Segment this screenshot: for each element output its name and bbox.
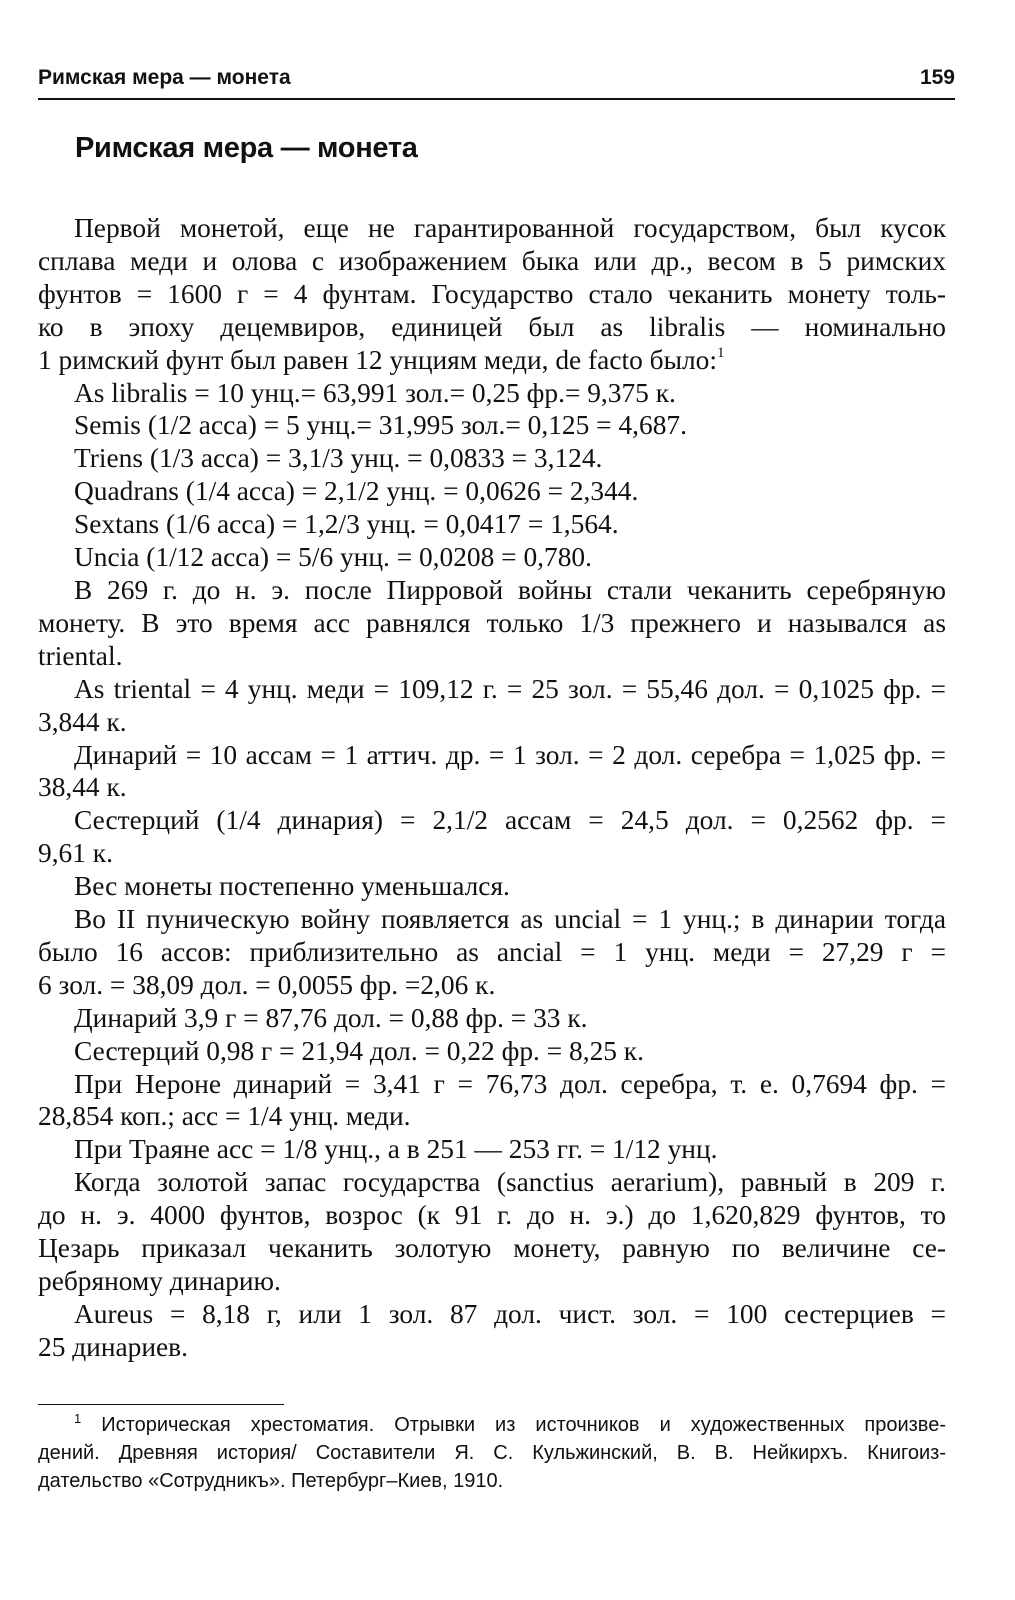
- footnote-mark: 1: [74, 1411, 82, 1426]
- paragraph-intro: [38, 212, 946, 245]
- text-line-row: 28,854 коп.; асс = 1/4 унц. меди.: [38, 1101, 411, 1132]
- equation-line: Sextans (1/6 асса) = 1,2/3 унц. = 0,0417 = 1,564.: [74, 509, 619, 540]
- text-line-row: As triental = 4 унц. меди = 109,12 г. = 25 зол. = 55,46 дол. = 0,1025 фр. =: [74, 673, 946, 704]
- text-line-row: Вес монеты постепенно уменьшался.: [74, 871, 510, 902]
- body-text: [38, 212, 946, 1364]
- text-line-row: Сестерций (1/4 динария) = 2,1/2 ассам = 24,5 дол. = 0,2562 фр. =: [74, 805, 946, 836]
- equation-line: Semis (1/2 асса) = 5 унц.= 31,995 зол.= 0,125 = 4,687.: [74, 410, 687, 441]
- text-line-row: Когда золотой запас государства (sanctius aerarium), равный в 209 г.: [74, 1167, 946, 1198]
- text-line-row: [38, 278, 946, 311]
- text-line-row: При Траяне асс = 1/8 унц., а в 251 — 253 гг. = 1/12 унц.: [74, 1134, 718, 1165]
- text-line-row: Цезарь приказал чеканить золотую монету, равную по величине се-: [38, 1233, 946, 1264]
- text-line: Первой монетой, еще не гарантированной государством, был кусок: [74, 213, 946, 243]
- running-head-title: Римская мера — монета: [38, 66, 291, 89]
- equation-line: Uncia (1/12 асса) = 5/6 унц. = 0,0208 = 0,780.: [74, 542, 592, 573]
- text-line-row: 9,61 к.: [38, 838, 113, 869]
- text-line-row: [38, 245, 946, 278]
- text-line-row: 3,844 к.: [38, 706, 127, 737]
- footnote: [38, 1411, 946, 1495]
- text-line-row: Во II пуническую войну появляется as uncial = 1 унц.; в динарии тогда: [74, 904, 946, 935]
- text-line: ко в эпоху децемвиров, единицей был as libralis — номинально: [38, 311, 946, 342]
- page-number: 159: [919, 66, 955, 89]
- text-line-row: было 16 ассов: приблизительно as ancial = 1 унц. меди = 27,29 г =: [38, 936, 946, 967]
- equation-line: Triens (1/3 асса) = 3,1/3 унц. = 0,0833 = 3,124.: [74, 443, 603, 474]
- text-line-row: В 269 г. до н. э. после Пирровой войны стали чеканить серебряную: [74, 574, 946, 605]
- text-line-row: Динарий 3,9 г = 87,76 дол. = 0,88 фр. = 33 к.: [74, 1002, 588, 1033]
- text-line-row: Aureus = 8,18 г, или 1 зол. 87 дол. чист. зол. = 100 сестерциев =: [74, 1298, 946, 1329]
- text-line: 1 римский фунт был равен 12 унциям меди, de facto было:: [38, 344, 717, 375]
- footnote-line: дений. Древняя история/ Составители Я. С. Кульжинский, В. В. Нейкирхъ. Книгоиз-: [38, 1442, 946, 1464]
- equation-line: Quadrans (1/4 асса) = 2,1/2 унц. = 0,0626 = 2,344.: [74, 476, 639, 507]
- running-head: [38, 62, 955, 100]
- text-line-row: triental.: [38, 640, 123, 671]
- text-line-row: При Нероне динарий = 3,41 г = 76,73 дол. серебра, т. е. 0,7694 фр. =: [74, 1068, 946, 1099]
- footnote-line: [38, 1411, 946, 1439]
- footnote-text: Историческая хрестоматия. Отрывки из источников и художественных произве-: [101, 1414, 946, 1436]
- text-line: фунтов = 1600 г = 4 фунтам. Государство стало чеканить монету толь-: [38, 278, 946, 309]
- text-line-row: 6 зол. = 38,09 дол. = 0,0055 фр. =2,06 к.: [38, 969, 496, 1000]
- footnote-divider: [38, 1404, 284, 1405]
- text-line-row: [38, 344, 946, 377]
- text-line-row: монету. В это время асс равнялся только 1/3 прежнего и назывался as: [38, 607, 946, 638]
- section-heading: Римская мера — монета: [75, 132, 418, 164]
- footnote-line: дательство «Сотрудникъ». Петербург–Киев, 1910.: [38, 1470, 504, 1492]
- footnote-reference: 1: [716, 344, 725, 361]
- text-line-row: 38,44 к.: [38, 772, 127, 803]
- text-line-row: до н. э. 4000 фунтов, возрос (к 91 г. до н. э.) до 1,620,829 фунтов, то: [38, 1200, 946, 1231]
- text-line-row: ребряному динарию.: [38, 1266, 281, 1296]
- text-line: сплава меди и олова с изображением быка или др., весом в 5 римских: [38, 245, 946, 276]
- text-line-row: 25 динариев.: [38, 1331, 188, 1362]
- text-line-row: Сестерций 0,98 г = 21,94 дол. = 0,22 фр. = 8,25 к.: [74, 1035, 644, 1066]
- text-line-row: [38, 311, 946, 344]
- text-line-row: Динарий = 10 ассам = 1 аттич. др. = 1 зол. = 2 дол. серебра = 1,025 фр. =: [74, 739, 946, 770]
- equation-line: As libralis = 10 унц.= 63,991 зол.= 0,25 фр.= 9,375 к.: [74, 377, 676, 408]
